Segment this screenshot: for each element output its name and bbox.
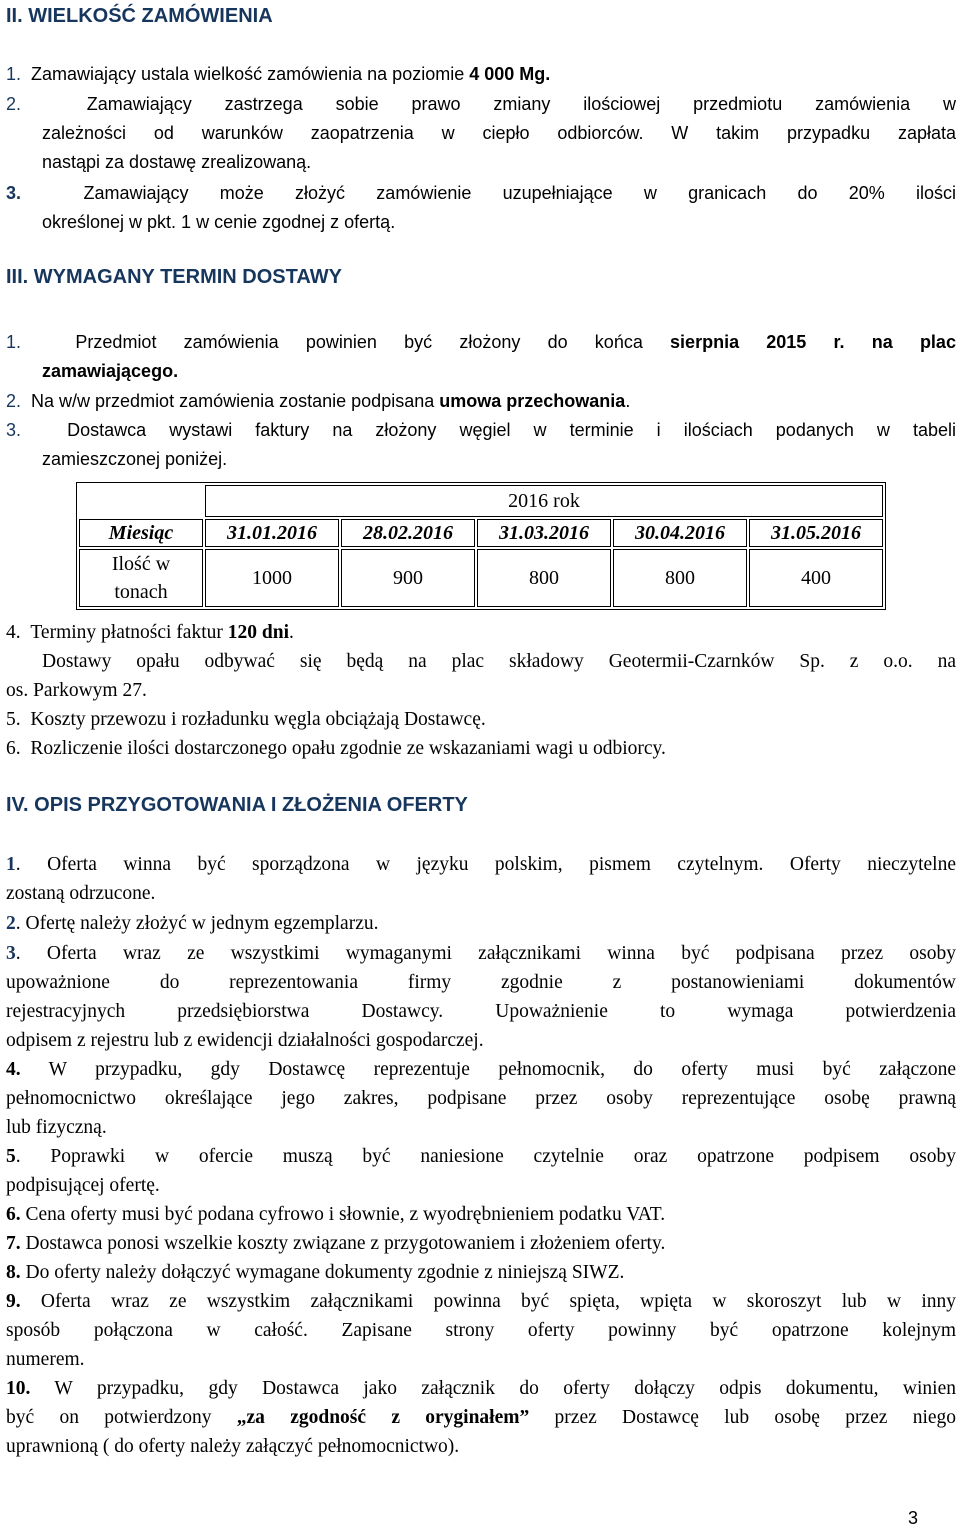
amount-cell: 800 — [477, 549, 611, 607]
sec2-item-2: 2. Zamawiający zastrzega sobie prawo zmiany ilościowej przedmiotu zamówienia w — [6, 94, 956, 114]
amount-cell: 800 — [613, 549, 747, 607]
row-label-quantity: Ilość w tonach — [79, 549, 203, 607]
row-label-month: Miesiąc — [79, 519, 203, 547]
sec3-item-2: 2. Na w/w przedmiot zamówienia zostanie podpisana umowa przechowania. — [6, 391, 631, 411]
sec2-item-3-line: określonej w pkt. 1 w cenie zgodnej z ofertą. — [42, 212, 396, 232]
sec2-item-2-line: zależności od warunków zaopatrzenia w ciepło odbiorców. W takim przypadku zapłata — [42, 123, 956, 143]
table-row — [79, 519, 883, 547]
sec3-item-1: 1. Przedmiot zamówienia powinien być złożony do końca sierpnia 2015 r. na plac — [6, 332, 956, 352]
sec3-item-3-line: zamieszczonej poniżej. — [42, 449, 228, 469]
section-3-heading: III. WYMAGANY TERMIN DOSTAWY — [6, 266, 342, 288]
sec4-para-8: 8. Do oferty należy dołączyć wymagane dokumenty zgodnie z niniejszą SIWZ. — [6, 1262, 625, 1283]
sec4-para-9-line: sposób połączona w całość. Zapisane strony oferty powinny być opatrzone kolejnym — [6, 1320, 956, 1341]
sec3-item-6: 6. Rozliczenie ilości dostarczonego opału zgodnie ze wskazaniami wagi u odbiorcy. — [6, 738, 666, 759]
date-cell: 31.01.2016 — [205, 519, 339, 547]
sec4-para-3: 3. Oferta wraz ze wszystkimi wymaganymi załącznikami winna być podpisana przez osoby — [6, 943, 956, 964]
date-cell: 31.03.2016 — [477, 519, 611, 547]
sec4-para-4: 4. W przypadku, gdy Dostawcę reprezentuje pełnomocnik, do oferty musi być załączone — [6, 1059, 956, 1080]
sec4-para-10-line: być on potwierdzony „za zgodność z oryginałem” przez Dostawcę lub osobę przez niego — [6, 1407, 957, 1428]
sec4-para-4-line: pełnomocnictwo określające jego zakres, podpisane przez osoby reprezentujące osobę prawną — [6, 1088, 956, 1109]
sec2-item-2-line: nastąpi za dostawę zrealizowaną. — [42, 152, 312, 172]
sec3-delivery-note-line: os. Parkowym 27. — [6, 680, 147, 701]
sec4-para-3-line: upoważnione do reprezentowania firmy zgodnie z postanowieniami dokumentów — [6, 972, 956, 993]
section-4-heading: IV. OPIS PRZYGOTOWANIA I ZŁOŻENIA OFERTY — [6, 794, 468, 816]
sec3-item-4: 4. Terminy płatności faktur 120 dni. — [6, 622, 294, 643]
sec4-para-9: 9. Oferta wraz ze wszystkim załącznikami powinna być spięta, wpięta w skoroszyt lub w inny — [6, 1291, 956, 1312]
sec4-para-1: 1. Oferta winna być sporządzona w języku polskim, pismem czytelnym. Oferty nieczytelne — [6, 854, 956, 875]
date-cell: 30.04.2016 — [613, 519, 747, 547]
sec4-para-7: 7. Dostawca ponosi wszelkie koszty związane z przygotowaniem i złożeniem oferty. — [6, 1233, 666, 1254]
date-cell: 28.02.2016 — [341, 519, 475, 547]
page-number: 3 — [908, 1508, 919, 1528]
table-year-header: 2016 rok — [205, 485, 883, 517]
sec4-para-10-line: uprawnioną ( do oferty należy załączyć pełnomocnictwo). — [6, 1436, 460, 1457]
table-row — [79, 549, 883, 607]
sec3-item-3: 3. Dostawca wystawi faktury na złożony węgiel w terminie i ilościach podanych w tabeli — [6, 420, 956, 440]
sec3-delivery-note: Dostawy opału odbywać się będą na plac składowy Geotermii-Czarnków Sp. z o.o. na — [42, 651, 956, 672]
section-2-heading: II. WIELKOŚĆ ZAMÓWIENIA — [6, 5, 273, 27]
sec4-para-5-line: podpisującej ofertę. — [6, 1175, 160, 1196]
item-number: 1. — [6, 64, 22, 84]
sec4-para-3-line: odpisem z rejestru lub z ewidencji działalności gospodarczej. — [6, 1030, 484, 1051]
sec2-item-1: 1. Zamawiający ustala wielkość zamówienia na poziomie 4 000 Mg. — [6, 64, 551, 84]
sec4-para-3-line: rejestracyjnych przedsiębiorstwa Dostawcy. Upoważnienie to wymaga potwierdzenia — [6, 1001, 956, 1022]
amount-cell: 400 — [749, 549, 883, 607]
sec4-para-10: 10. W przypadku, gdy Dostawca jako załącznik do oferty dołączy odpis dokumentu, winien — [6, 1378, 956, 1399]
sec3-item-5: 5. Koszty przewozu i rozładunku węgla obciążają Dostawcę. — [6, 709, 486, 730]
sec2-item-3: 3. Zamawiający może złożyć zamówienie uzupełniające w granicach do 20% ilości — [6, 183, 956, 203]
sec4-para-4-line: lub fizyczną. — [6, 1117, 107, 1138]
sec4-para-2: 2. Ofertę należy złożyć w jednym egzemplarzu. — [6, 913, 379, 934]
sec4-para-6: 6. Cena oferty musi być podana cyfrowo i słownie, z wyodrębnieniem podatku VAT. — [6, 1204, 666, 1225]
delivery-schedule-table — [76, 482, 886, 610]
amount-cell: 900 — [341, 549, 475, 607]
sec3-item-1-line: zamawiającego. — [42, 361, 179, 381]
amount-cell: 1000 — [205, 549, 339, 607]
sec4-para-9-line: numerem. — [6, 1349, 85, 1370]
date-cell: 31.05.2016 — [749, 519, 883, 547]
sec4-para-1-line: zostaną odrzucone. — [6, 883, 156, 904]
sec4-para-5: 5. Poprawki w ofercie muszą być naniesione czytelnie oraz opatrzone podpisem osoby — [6, 1146, 956, 1167]
